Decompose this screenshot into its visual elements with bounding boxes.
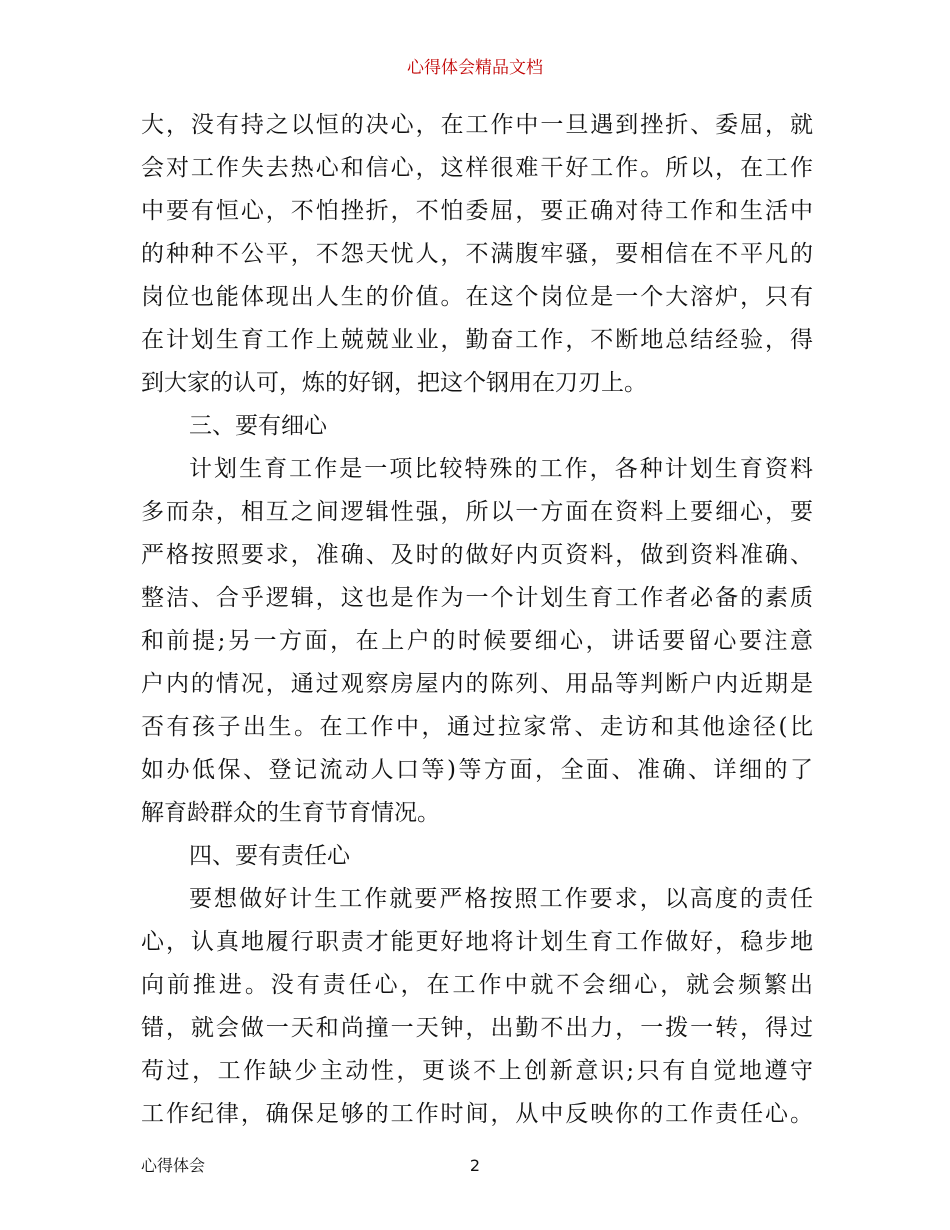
body-line: 在计划生育工作上兢兢业业，勤奋工作，不断地总结经验，得: [141, 327, 813, 353]
body-line: 整洁、合乎逻辑，这也是作为一个计划生育工作者必备的素质: [141, 585, 813, 611]
body-line: 解育龄群众的生育节育情况。: [141, 800, 440, 826]
body-line: 错，就会做一天和尚撞一天钟，出勤不出力，一拨一转，得过: [141, 1015, 813, 1041]
body-line: 否有孩子出生。在工作中，通过拉家常、走访和其他途径(比: [141, 714, 813, 740]
body-line: 心，认真地履行职责才能更好地将计划生育工作做好，稳步地: [141, 929, 813, 955]
body-line: 和前提;另一方面，在上户的时候要细心，讲话要留心要注意: [141, 628, 813, 654]
body-line: 的种种不公平，不怨天忧人，不满腹牢骚，要相信在不平凡的: [141, 241, 813, 267]
body-line: 大，没有持之以恒的决心，在工作中一旦遇到挫折、委屈，就: [141, 112, 813, 138]
body-line: 户内的情况，通过观察房屋内的陈列、用品等判断户内近期是: [141, 671, 813, 697]
section-heading: 四、要有责任心: [189, 843, 350, 869]
section-heading: 三、要有细心: [189, 413, 327, 439]
document-body: [141, 104, 813, 1136]
body-line: 会对工作失去热心和信心，这样很难干好工作。所以，在工作: [141, 155, 813, 181]
body-line: 苟过，工作缺少主动性，更谈不上创新意识;只有自觉地遵守: [141, 1058, 813, 1084]
page-header-title: 心得体会精品文档: [407, 58, 543, 78]
body-line: 多而杂，相互之间逻辑性强，所以一方面在资料上要细心，要: [141, 499, 813, 525]
body-line: 中要有恒心，不怕挫折，不怕委屈，要正确对待工作和生活中: [141, 198, 813, 224]
page-number: 2: [469, 1156, 481, 1175]
footer-label: 心得体会: [141, 1156, 206, 1175]
body-line: 如办低保、登记流动人口等)等方面，全面、准确、详细的了: [141, 757, 813, 783]
body-line: 要想做好计生工作就要严格按照工作要求，以高度的责任: [189, 886, 813, 912]
body-line: 工作纪律，确保足够的工作时间，从中反映你的工作责任心。: [141, 1101, 813, 1127]
body-line: 到大家的认可，炼的好钢，把这个钢用在刀刃上。: [141, 370, 647, 396]
body-line: 向前推进。没有责任心，在工作中就不会细心，就会频繁出: [141, 972, 813, 998]
body-line: 计划生育工作是一项比较特殊的工作，各种计划生育资料: [189, 456, 813, 482]
body-line: 严格按照要求，准确、及时的做好内页资料，做到资料准确、: [141, 542, 813, 568]
body-line: 岗位也能体现出人生的价值。在这个岗位是一个大溶炉，只有: [141, 284, 813, 310]
